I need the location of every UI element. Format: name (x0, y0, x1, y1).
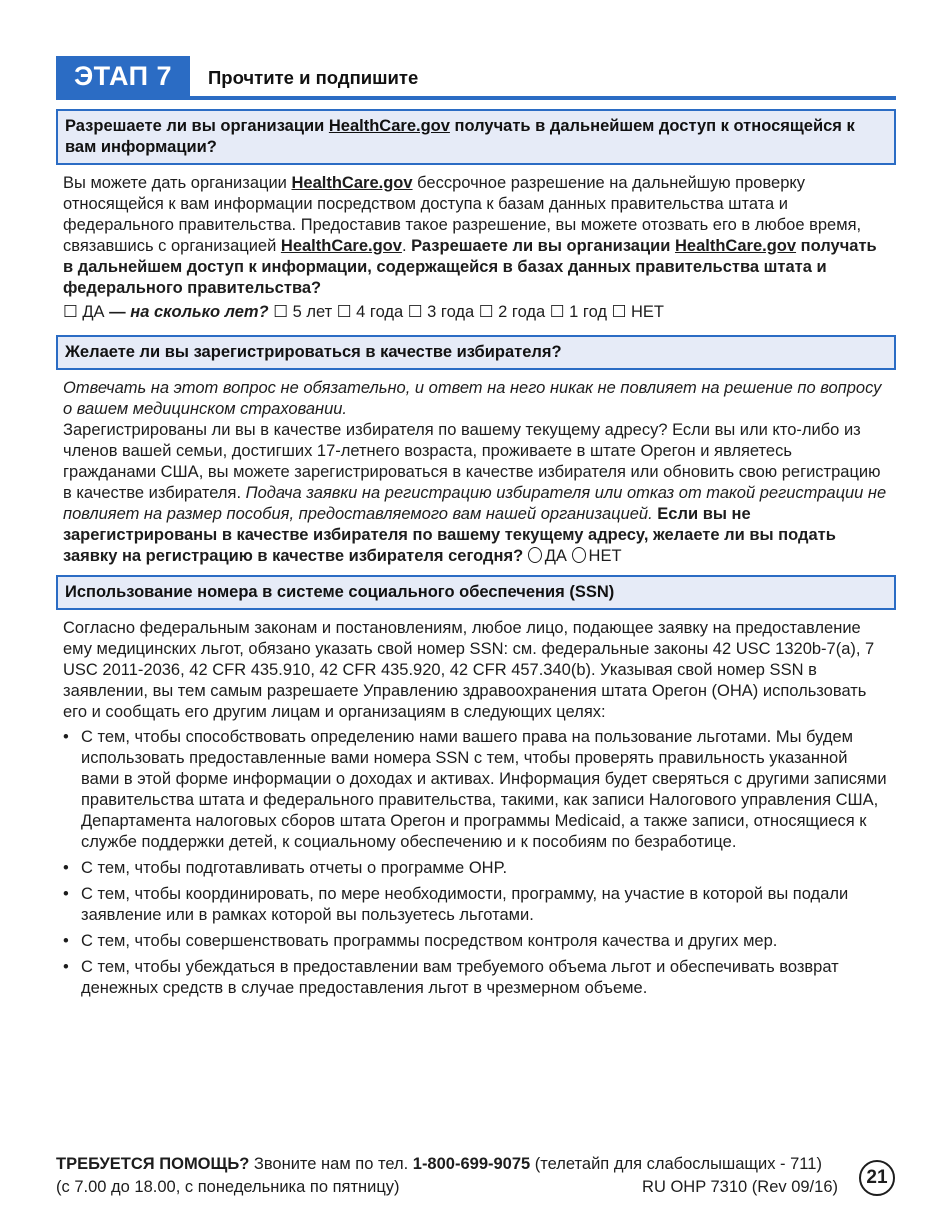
phone-number[interactable]: 1-800-699-9075 (412, 1155, 531, 1173)
ssn-usage-text: Согласно федеральным законам и постановлениям, любое лицо, подающее заявку на предоставление ему медицинских льгот, обязано указать свой номер SSN: см. федеральные законы 42 USC 1320b-7(a), 7 USC 2011-2036, 42 CFR 435.910, 42 CFR 435.920, 42 CFR 457.340(b). Указывая свой номер SSN в заявлении, вы тем самым разрешаете Управлению здравоохранения штата Орегон (OHA) использовать его и сообщать его другим лицам и организациям в следующих целях: (63, 619, 875, 721)
years-1-checkbox[interactable]: ☐ 1 год (545, 303, 608, 321)
healthcare-link[interactable]: HealthCare.gov (675, 237, 797, 255)
stage-header (56, 56, 896, 100)
voter-registration-question: Желаете ли вы зарегистрироваться в качестве избирателя? (56, 335, 896, 370)
help-label: ТРЕБУЕТСЯ ПОМОЩЬ? (56, 1155, 250, 1173)
yes-checkbox[interactable]: ☐ ДА (63, 303, 105, 321)
footer: ТРЕБУЕТСЯ ПОМОЩЬ? Звоните нам по тел. 1-800-699-9075 (телетайп для слабослышащих - 711) (с 7.00 до 18.00, с понедельника по пятницу) RU OHP 7310 (Rev 09/16) (56, 1153, 896, 1199)
years-3-checkbox[interactable]: ☐ 3 года (403, 303, 475, 321)
radio-circle-icon (572, 547, 586, 563)
hours: (с 7.00 до 18.00, с понедельника по пятницу) (56, 1178, 400, 1196)
page (56, 56, 896, 1004)
healthcare-link[interactable]: HealthCare.gov (280, 237, 402, 255)
radio-circle-icon (528, 547, 542, 563)
list-item: • С тем, чтобы способствовать определению нами вашего права на пользование льготами. Мы будем использовать предоставленные вами номера SSN с тем, чтобы проверять правильность указанной вами в этой форме информации о доходах и активах. Информация будет сверяться с другими записями правительства штата и федерального правительства, такими, как записи Налогового управления США, Департамента налоговых сборов штата Орегон и программы Medicaid, а также записи, относящиеся к службе поддержки детей, к социальному обеспечению и к пособиям по безработице. (63, 727, 889, 853)
healthcare-access-text: Вы можете дать организации HealthCare.gov бессрочное разрешение на дальнейшую проверку относящейся к вам информации посредством доступа к базам данных правительства штата и федерального правительства. Предоставив такое разрешение, вы можете отозвать его в любое время, связавшись с организацией HealthCare.gov. Разрешаете ли вы организации HealthCare.gov получать в дальнейшем доступ к информации, содержащейся в базах данных правительства штата и федерального правительства? (63, 174, 877, 297)
years-4-checkbox[interactable]: ☐ 4 года (332, 303, 404, 321)
voter-no-radio[interactable]: НЕТ (572, 547, 622, 565)
healthcare-access-question: Разрешаете ли вы организации HealthCare.gov получать в дальнейшем доступ к относящейся к вам информации? (56, 109, 896, 165)
healthcare-link[interactable]: HealthCare.gov (328, 117, 450, 135)
ssn-purposes-list (56, 727, 896, 999)
form-code: RU OHP 7310 (Rev 09/16) (642, 1178, 838, 1196)
list-item: • С тем, чтобы убеждаться в предоставлении вам требуемого объема льгот и обеспечивать возврат денежных средств в случае предоставления льгот в чрезмерном объеме. (63, 957, 889, 999)
voter-yes-radio[interactable]: ДА (528, 547, 567, 565)
list-item: • С тем, чтобы координировать, по мере необходимости, программу, на участие в которой вы подали заявление или в рамках которой вы пользуетесь льготами. (63, 884, 889, 926)
healthcare-link[interactable]: HealthCare.gov (291, 174, 413, 192)
list-item: • С тем, чтобы совершенствовать программы посредством контроля качества и других мер. (63, 931, 889, 952)
list-item: • С тем, чтобы подготавливать отчеты о программе OHP. (63, 858, 889, 879)
stage-label: ЭТАП 7 (56, 56, 190, 96)
ssn-usage-heading: Использование номера в системе социального обеспечения (SSN) (56, 575, 896, 610)
years-2-checkbox[interactable]: ☐ 2 года (474, 303, 546, 321)
no-checkbox[interactable]: ☐ НЕТ (607, 303, 664, 321)
voter-registration-text: Отвечать на этот вопрос не обязательно, и ответ на него никак не повлияет на решение по вопросу о вашем медицинском страховании. Зарегистрированы ли вы в качестве избирателя по вашему текущему адресу? Если вы или кто-либо из членов вашей семьи, достигших 17-летнего возраста, проживаете в штате Орегон и являетесь гражданами США, вы можете зарегистрироваться в качестве избирателя или обновить свою регистрацию в качестве избирателя. Подача заявки на регистрацию избирателя или отказ от такой регистрации не повлияет на размер пособия, предоставляемого вам нашей организацией. Если вы не зарегистрированы в качестве избирателя по вашему текущему адресу, желаете ли вы подать заявку на регистрацию в качестве избирателя сегодня? ДА НЕТ (63, 379, 887, 565)
access-years-options: ☐ ДА — на сколько лет? ☐ 5 лет ☐ 4 года ☐ 3 года ☐ 2 года ☐ 1 год ☐ НЕТ (63, 303, 664, 321)
years-5-checkbox[interactable]: ☐ 5 лет (268, 303, 333, 321)
page-number: 21 (859, 1160, 895, 1196)
stage-title: Прочтите и подпишите (208, 67, 419, 88)
